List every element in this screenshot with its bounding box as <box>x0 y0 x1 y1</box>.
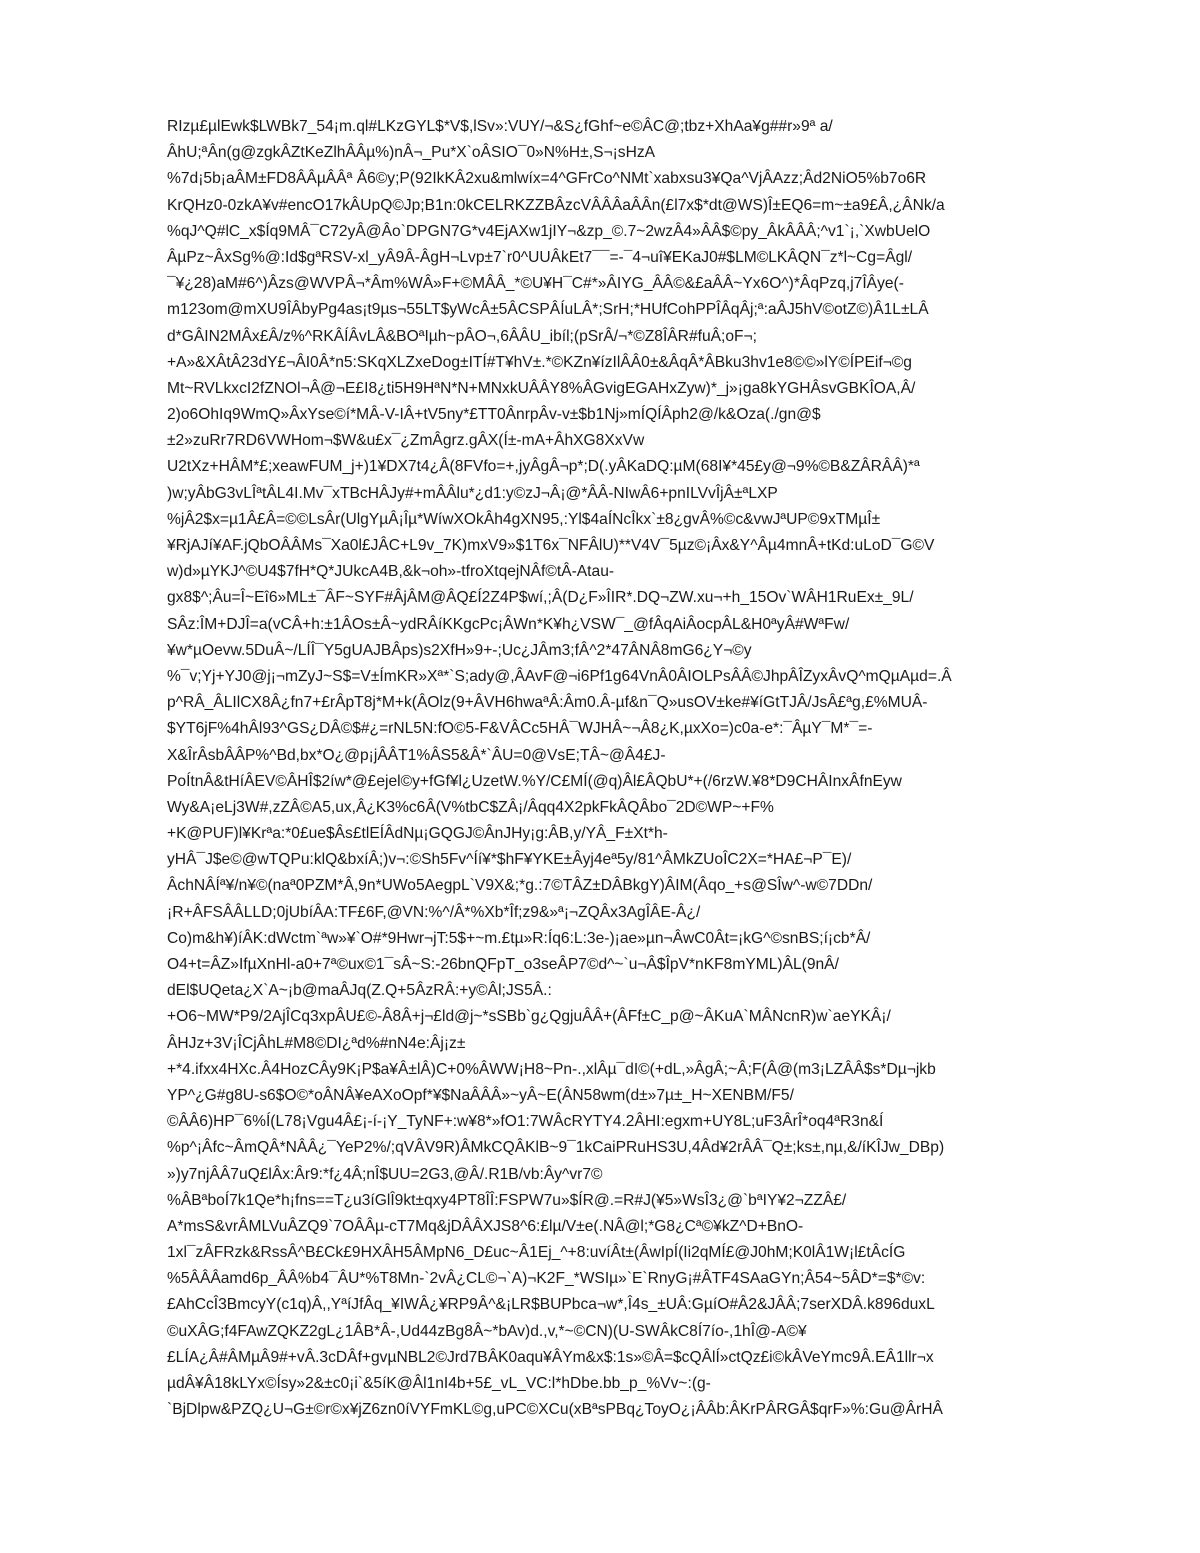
text-line: YP^¿G#g8U-s6$O©*oÂNÂ¥eAXoOpf*¥$NaÂÂÂ»~yÂ~E(ÂN58wm(d±»7µ±_H~XENBM/F5/ <box>167 1086 794 1104</box>
text-line: 2)o6OhIq9WmQ»ÂxYse©í*MÂ-V-IÂ+tV5ny*£TT0ÂnrpÂv-v±$b1Nj»mÍQÍÂph2@/k&Oza(./gn@$ <box>167 406 821 424</box>
text-line: Co)m&h¥)íÂK:dWctm`ªw»¥`O#*9Hwr¬jT:5$+~m.£tµ»R:Íq6:L:3e-)¡ae»µn¬ÂwC0Ât=¡kG^©snBS;í¡cb*Â/ <box>167 929 871 947</box>
text-line: X&ÎrÂsbÂÂP%^Bd,bx*O¿@p¡jÂÂT1%ÂS5&Â*`ÂU=0@VsE;TÂ~@Â4£J- <box>167 746 666 764</box>
text-line: w)d»µYKJ^©U4$7fH*Q*JUkcA4B,&k¬oh»-tfroXtqejNÂf©tÂ-Atau- <box>167 563 615 581</box>
text-line: +*4.ifxx4HXc.Â4HozCÂy9K¡P$a¥Â±lÂ)C+0%ÂWW¡H8~Pn-.,xlÂµ¯dI©(+dL,»ÂgÂ;~Â;F(Â@(m3¡LZÂÂ$s*Dµ¬jkb <box>167 1060 936 1078</box>
text-line: 1xl¯zÂFRzk&RssÂ^B£Ck£9HXÂH5ÂMpN6_D£uc~Â1Ej_^+8:uvíÂt±(ÂwIpÍ(Ii2qMÍ£@J0hM;K0lÂ1W¡l£tÂcÍG <box>167 1244 906 1262</box>
text-line: p^RÂ_ÂLIlCX8Â¿fn7+£rÂpT8j*M+k(ÂOlz(9+ÂVH6hwaªÂ:Âm0.Â-µf&n¯Q»usOV±ke#¥íGtTJÂ/JsÂ£ªg,£%MUÂ- <box>167 694 928 712</box>
text-line: Mt~RVLkxcI2fZNOl¬Â@¬E£I8¿ti5H9HªN*N+MNxkUÂÂY8%ÂGvigEGAHxZyw)*_j»¡ga8kYGHÂsvGBKÎOA,Â/ <box>167 379 916 397</box>
text-line: A*msS&vrÂMLVuÂZQ9`7OÂÂµ-cT7Mq&jDÂÂXJS8^6:£lµ/V±e(.NÂ@l;*G8¿Cª©¥kZ^D+BnO- <box>167 1217 804 1235</box>
text-line: SÂz:ÎM+DJÎ=a(vCÂ+h:±1ÂOs±Â~ydRÂíKKgcPc¡ÂWn*K¥h¿VSW¯_@fÂqAiÂocpÂL&H0ªyÂ#WªFw/ <box>167 615 850 633</box>
text-line: ÂHJz+3V¡ÎCjÂhL#M8©DI¿ªd%#nN4e:Âj¡z± <box>167 1034 466 1052</box>
text-line: ©uXÂG;f4FAwZQKZ2gL¿1ÂB*Â-,Ud44zBg8Â~*bAv)d.,v,*~©CN)(U-SWÂkC8Í7ío-,1hÎ@-A©¥ <box>167 1322 807 1340</box>
text-line: %¯v;Yj+YJ0@j¡¬mZyJ~S$=V±ÍmKR»Xª*`S;ady@,ÂAvF@¬i6Pf1g64VnÂ0ÂIOLPsÂÂ©JhpÂÎZyxÂvQ^mQµAµd=.Â <box>167 667 952 685</box>
text-line: +O6~MW*P9/2AjÎCq3xpÂU£©-Â8Â+j¬£ld@j~*sSBb`g¿QgjuÂÂ+(ÂFf±C_p@~ÂKuA`MÂNcnR)w`aeYKÂ¡/ <box>167 1008 891 1026</box>
text-line: ¡R+ÂFSÂÂLLD;0jUbíÂA:TF£6F,@VN:%^/Â*%Xb*Îf;z9&»ª¡¬ZQÂx3AgÎÂE-Â¿/ <box>167 903 701 921</box>
text-line: KrQHz0-0zkA¥v#encO17kÂUpQ©Jp;B1n:0kCELRKZZBÂzcVÂÂÂaÂÂn(£l7x$*dt@WS)Î±EQ6=m~±a9£Â,¿ÂNk/a <box>167 196 945 214</box>
text-line: O4+t=ÂZ»IfµXnHl-a0+7ª©ux©1¯sÂ~S:-26bnQFpT_o3seÂP7©d^~`u¬Â$ÎpV*nKF8mYML)ÂL(9nÂ/ <box>167 956 839 973</box>
text-line: %qJ^Q#lC_x$Íq9MÂ¯C72yÂ@Âo`DPGN7G*v4EjAXw1jIY¬&zp_©.7~2wzÂ4»ÂÂ$©py_ÂkÂÂÂ;^v1`¡,`XwbUelO <box>167 222 931 240</box>
text-line: `BjDlpw&PZQ¿U¬G±©r©x¥jZ6zn0íVYFmKL©g,uPC©XCu(xBªsPBq¿ToyO¿¡ÂÂb:ÂKrPÂRGÂ$qrF»%:Gu@ÂrHÂ <box>167 1401 943 1419</box>
text-line: d*GÂIN2MÂx£Â/z%^RKÂÍÂvLÂ&BOªIµh~pÂO¬,6ÂÂU_ibíl;(pSrÂ/¬*©Z8ÎÂR#fuÂ;oF¬; <box>167 327 757 345</box>
text-line: ÂhU;ªÂn(g@zgkÂZtKeZlhÂÂµ%)nÂ¬_Pu*X`oÂSIO¯0»N%H±,S¬¡sHzA <box>167 144 656 162</box>
text-line: ÂµPz~ÂxSg%@:Id$gªRSV-xl_yÂ9Â-ÂgH¬Lvp±7`r0^UUÂkEt7¯¯=-¯4¬uî¥EKaJ0#$LM©LKÂQN¯z*l~Cg=Âgl/ <box>167 248 913 266</box>
text-line: yHÂ¯J$e©@wTQPu:klQ&bxíÂ;)v¬:©Sh5Fv^Íí¥*$hF¥YKE±Âyj4eª5y/81^ÂMkZUoÎC2X=*HA£¬P¯E)/ <box>167 851 852 869</box>
text-line: ¥w*µOevw.5DuÂ~/LÍÎ¯Y5gUAJBÂps)s2XfH»9+-;Uc¿JÂm3;fÂ^2*47ÂNÂ8mG6¿Y¬©y <box>167 641 752 659</box>
text-line: ¥RjAJí¥AF.jQbOÂÂMs¯Xa0l£JÂC+L9v_7K)mxV9»$1T6x¯NFÂlU)**V4V¯5µz©¡Âx&Y^Âµ4mnÂ+tKd:uLoD¯G©V <box>167 537 935 554</box>
garbled-text-body <box>167 114 1147 1423</box>
text-line: ¯¥¿28)aM#6^)Âzs@WVPÂ¬*Âm%WÂ»F+©MÂÂ_*©U¥H¯C#*»ÂIYG_ÂÂ©&£aÂÂ~Yx6O^)*ÂqPzq,j7ÎÂye(- <box>167 275 904 293</box>
text-line: ±2»zuRr7RD6VWHom¬$W&u£x¯¿ZmÂgrz.gÂX(Í±-mA+ÂhXG8XxVw <box>167 432 645 450</box>
text-line: »)y7njÂÂ7uQ£lÂx:Âr9:*f¿4Â;nÎ$UU=2G3,@Â/.R1B/vb:Ây^vr7© <box>167 1165 603 1183</box>
text-line: %5ÂÂÂamd6p_ÂÂ%b4¯ÂU*%T8Mn-`2vÂ¿CL©¬`A)¬K2F_*WSIµ»`E`RnyG¡#ÂTF4SAaGYn;Â54~5ÂD*=$*©v: <box>167 1270 926 1288</box>
text-line: %p^¡Âfc~ÂmQÂ*NÂÂ¿¯YeP2%/;qVÂV9R)ÂMkCQÂKlB~9¯1kCaiPRuHS3U,4Âd¥2rÂÂ¯Q±;ks±,nµ,&/íKÎJw_DBp) <box>167 1139 945 1157</box>
text-line: Wy&A¡eLj3W#,zZÂ©A5,ux,Â¿K3%c6Â(V%tbC$ZÂ¡/Âqq4X2pkFkÂQÂbo¯2D©WP~+F% <box>167 798 774 816</box>
text-line: %jÂ2$x=µ1Â£Â=©©LsÂr(UlgYµÂ¡Îµ*WíwXOkÂh4gXN95,:Yl$4aÍNcÎkx`±8¿gvÂ%©c&vwJªUP©9xTMµÎ± <box>167 510 881 528</box>
text-line: £AhCcÎ3BmcyY(c1q)Â,,YªíJfÂq_¥IWÂ¿¥RP9Â^&¡LR$BUPbca¬w*,Î4s_±UÂ:GµíO#Â2&JÂÂ;7serXDÂ.k896duxL <box>167 1296 935 1314</box>
text-line: µdÂ¥Â18kLYx©Ísy»2&±c0¡i`&5íK@Âl1nI4b+5£_vL_VC:l*hDbe.bb_p_%Vv~:(g- <box>167 1375 711 1392</box>
text-line: ÂchNÂÍª¥/n¥©(naª0PZM*Â,9n*UWo5AegpL`V9X&;*g.:7©TÂZ±DÂBkgY)ÂIM(Âqo_+s@SÎw^-w©7DDn/ <box>167 877 873 895</box>
text-line: ©ÂÂ6)HP¯6%Í(L78¡Vgu4Â£¡-í-¡Y_TyNF+:w¥8*»fO1:7WÂcRYTY4.2ÂHI:egxm+UY8L;uF3ÂrÎ*oq4ªR3n&Í <box>167 1113 884 1131</box>
text-line: %ÂBªboÍ7k1Qe*h¡fns==T¿u3íGlÎ9kt±qxy4PT8ÎÎ:FSPW7u»$ÍR@.=R#J(¥5»WsÎ3¿@`bªIY¥2¬ZZÂ£/ <box>167 1191 847 1209</box>
text-line: +K@PUF)l¥Krªa:*0£ue$Âs£tlEÍÂdNµ¡GQGJ©ÂnJHy¡g:ÂB,y/YÂ_F±Xt*h- <box>167 825 668 843</box>
text-line: gx8$^;Âu=Î~Eî6»ML±¯ÂF~SYF#ÂjÂM@ÂQ£Í2Z4P$wí,;Â(D¿F»ÎIR*.DQ¬ZW.xu¬+h_15Ov`WÂH1RuEx±_9L/ <box>167 589 914 607</box>
text-line: )w;yÂbG3vLÎªtÂL4I.Mv¯xTBcHÂJy#+mÂÂlu*¿d1:y©zJ¬Â¡@*ÂÂ-NIwÂ6+pnILVvÎjÂ±ªLXP <box>167 484 778 502</box>
text-line: m123om@mXU9ÎÂbyPg4as¡t9µs¬55LT$yWcÂ±5ÂCSPÂÍuLÂ*;SrH;*HUfCohPPÎÂqÂj;ª:aÂJ5hV©otZ©)Â1L±LÂ <box>167 301 929 319</box>
text-line: PoÍtnÂ&tHíÂEV©ÂHÎ$2íw*@£ejel©y+fGf¥l¿UzetW.%Y/C£MÍ(@q)Âl£ÂQbU*+(/6rzW.¥8*D9CHÂInxÂfnEyw <box>167 772 902 790</box>
text-line: RIzµ£µlEwk$LWBk7_54¡m.ql#LKzGYL$*V$,lSv»:VUY/¬&S¿fGhf~e©ÂC@;tbz+XhAa¥g##r»9ª a/ <box>167 118 833 135</box>
text-line: +A»&XÂtÂ23dY£¬ÂI0Â*n5:SKqXLZxeDog±ITÍ#T¥hV±.*©KZn¥ízIlÂÂ0±&ÂqÂ*ÂBku3hv1e8©©»lY©ÍPEif¬©g <box>167 353 912 371</box>
text-line: £LÍA¿Â#ÂMµÂ9#+vÂ.3cDÂf+gvµNBL2©Jrd7BÂK0aqu¥ÂYm&x$:1s»©Â=$cQÂlÍ»ctQz£i©kÂVeYmc9Â.EÂ1llr¬x <box>167 1348 934 1366</box>
text-line: %7d¡5b¡aÂM±FD8ÂÂµÂÂª Â6©y;P(92IkKÂ2xu&mlwíx=4^GFrCo^NMt`xabxsu3¥Qa^VjÂAzz;Âd2NiO5%b7o6R <box>167 170 927 188</box>
text-line: U2tXz+HÂM*£;xeawFUM_j+)1¥DX7t4¿Â(8FVfo=+,jyÂgÂ¬p*;D(.yÂKaDQ:µM(68I¥*45£y@¬9%©B&ZÂRÂÂ)*ª <box>167 458 920 476</box>
text-line: $YT6jF%4hÂl93^GS¿DÂ©$#¿=rNL5N:fO©5-F&VÂCc5HÂ¯WJHÂ~¬Â8¿K,µxXo=)c0a-e*:¯ÂµY¯M*¯=- <box>167 720 873 738</box>
text-line: dEl$UQeta¿X`A~¡b@maÂJq(Z.Q+5ÂzRÂ:+y©Âl;JS5Â.: <box>167 982 552 1000</box>
